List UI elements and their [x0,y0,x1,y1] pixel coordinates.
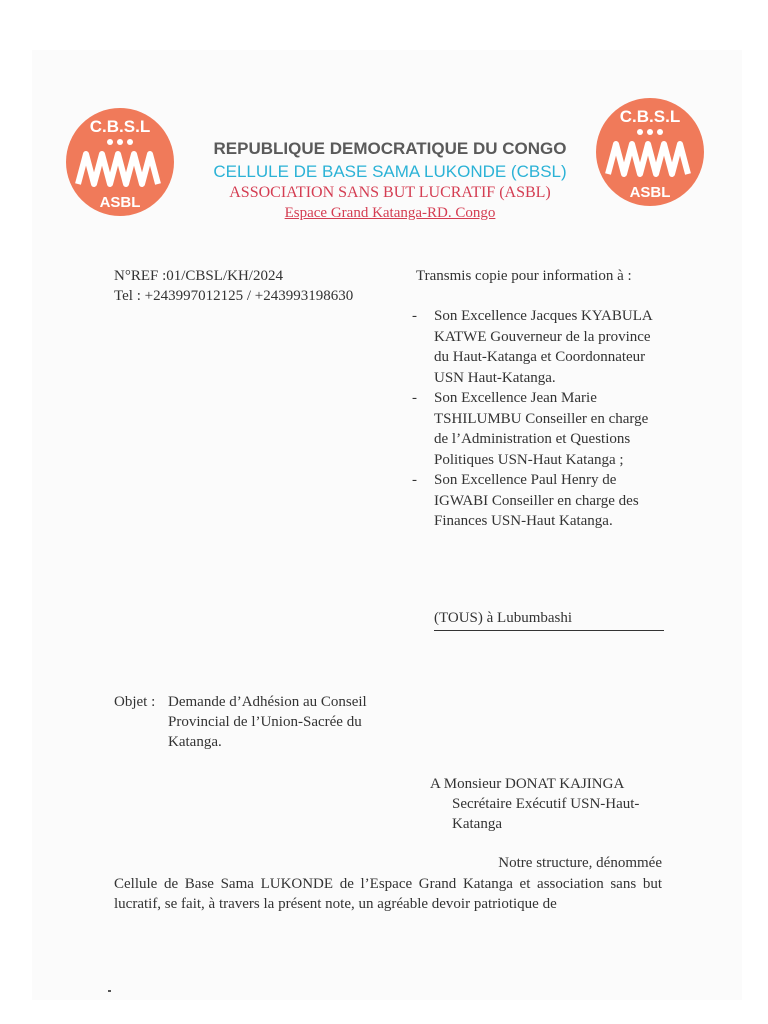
header-organization: CELLULE DE BASE SAMA LUKONDE (CBSL) [213,162,567,181]
header-country: REPUBLIQUE DEMOCRATIQUE DU CONGO [213,139,567,158]
svg-text:C.B.S.L: C.B.S.L [619,107,681,126]
cbsl-logo-right [594,96,706,208]
reference-phone: Tel : +243997012125 / +243993198630 [114,288,354,304]
reference-block [114,266,353,306]
recipients-location: (TOUS) à Lubumbashi [434,608,664,631]
copy-recipients-list [410,306,666,532]
subject-label: Objet : [114,694,156,710]
svg-text:ASBL: ASBL [629,184,671,201]
reference-number: N°REF :01/CBSL/KH/2024 [114,268,283,284]
letter-body [114,853,662,915]
recipient-item: - Son Excellence Jacques KYABULA KATWE Gouverneur de la province du Haut-Katanga et Coordonnateur USN Haut-Katanga. [410,306,666,388]
letter-body-text: Cellule de Base Sama LUKONDE de l’Espace Grand Katanga et association sans but lucratif, se fait, à travers la présent note, un agréable devoir patriotique de [114,875,662,912]
addressee-name: A Monsieur DONAT KAJINGA [430,776,625,792]
cbsl-logo-left [64,106,176,218]
recipient-item: - Son Excellence Paul Henry de IGWABI Conseiller en charge des Finances USN-Haut Katanga. [410,470,666,532]
subject-text: Demande d’Adhésion au Conseil Provincial de l’Union-Sacrée du Katanga. [168,694,367,750]
svg-text:ASBL: ASBL [99,194,141,211]
addressee-title: Secrétaire Exécutif USN-Haut-Katanga [452,796,640,832]
letter-body-first-line: Notre structure, dénommée [498,855,662,871]
copy-recipients-title: Transmis copie pour information à : [416,268,632,284]
scan-mark [108,990,111,992]
recipient-item: - Son Excellence Jean Marie TSHILUMBU Conseiller en charge de l’Administration et Questions Politiques USN-Haut Katanga ; [410,388,666,470]
header-association-type: ASSOCIATION SANS BUT LUCRATIF (ASBL) [229,184,551,201]
header-region: Espace Grand Katanga-RD. Congo [284,205,496,221]
svg-text:C.B.S.L: C.B.S.L [89,117,151,136]
